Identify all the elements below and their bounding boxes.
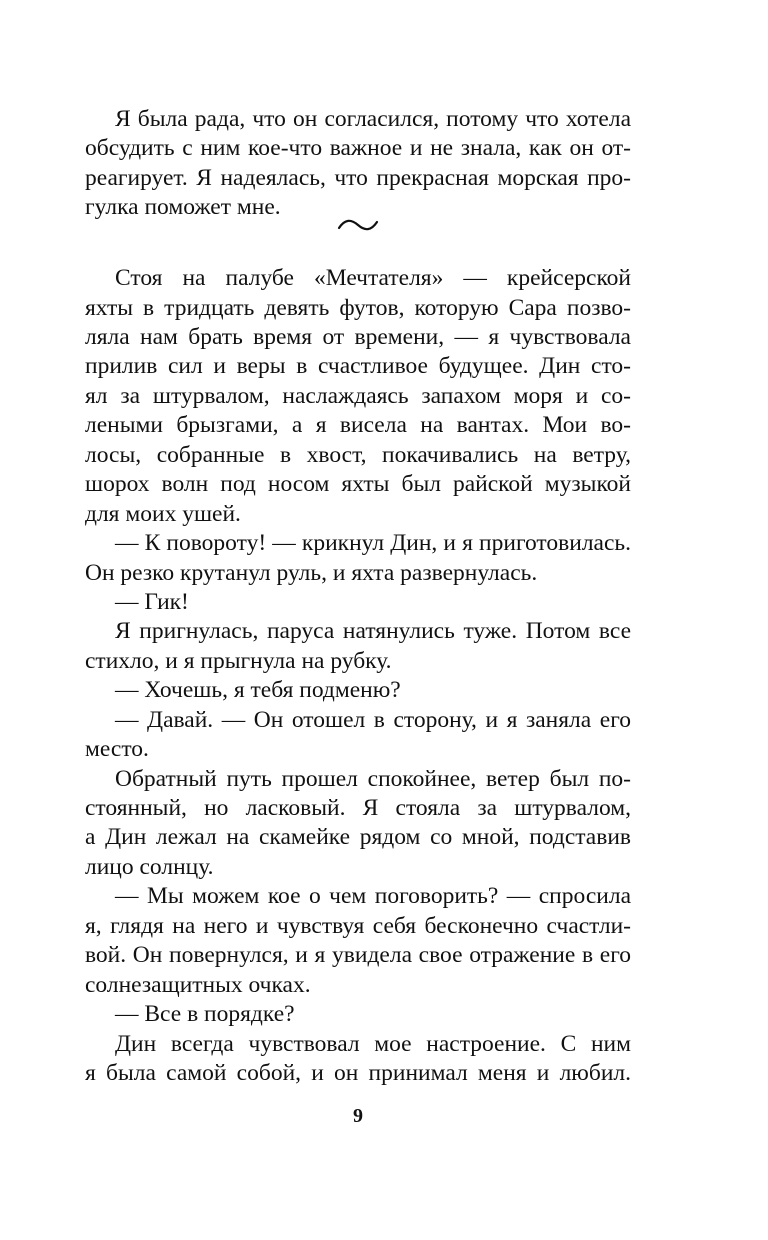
text-line: стихло, и я прыгнула на рубку. <box>85 648 392 674</box>
text-line: а Дин лежал на скамейке рядом со мной, подставив <box>85 824 631 850</box>
page-number: 9 <box>353 1105 363 1127</box>
text-line: лосы, собранные в хвост, покачивались на ветру, <box>85 442 631 468</box>
text-line: стоянный, но ласковый. Я стояла за штурвалом, <box>85 795 631 821</box>
text-line: Я была рада, что он согласился, потому что хотела <box>115 106 631 132</box>
text-line: Я пригнулась, паруса натянулись туже. Потом все <box>115 618 631 644</box>
text-line: — Хочешь, я тебя подменю? <box>115 677 401 703</box>
tilde-ornament-icon <box>336 216 380 234</box>
text-line: Стоя на палубе «Мечтателя» — крейсерской <box>115 265 631 291</box>
text-line: я, глядя на него и чувствуя себя бесконечно счастли- <box>85 913 631 939</box>
text-line: — Давай. — Он отошел в сторону, и я заняла его <box>115 707 631 733</box>
text-line: ляла нам брать время от времени, — я чувствовала <box>85 324 631 350</box>
text-line: прилив сил и веры в счастливое будущее. Дин сто- <box>85 353 631 379</box>
text-line: место. <box>85 736 149 762</box>
text-line: я была самой собой, и он принимал меня и любил. <box>85 1060 631 1086</box>
text-line: Обратный путь прошел спокойнее, ветер был по- <box>115 766 631 792</box>
text-line: солнезащитных очках. <box>85 972 311 998</box>
text-line: — Гик! <box>115 589 189 615</box>
text-line: для моих ушей. <box>85 501 241 527</box>
text-line: Он резко крутанул руль, и яхта развернулась. <box>85 560 538 586</box>
text-line: — К повороту! — крикнул Дин, и я приготовилась. <box>115 530 631 556</box>
text-line: шорох волн под носом яхты был райской музыкой <box>85 471 631 497</box>
text-line: реагирует. Я надеялась, что прекрасная морская про- <box>85 165 631 191</box>
text-line: гулка поможет мне. <box>85 194 281 220</box>
text-line: ял за штурвалом, наслаждаясь запахом моря и со- <box>85 383 631 409</box>
text-line: — Все в порядке? <box>115 1001 295 1027</box>
text-line: леными брызгами, а я висела на вантах. Мои во- <box>85 412 631 438</box>
text-line: вой. Он повернулся, и я увидела свое отражение в его <box>85 942 631 968</box>
text-line: — Мы можем кое о чем поговорить? — спросила <box>115 883 631 909</box>
text-line: Дин всегда чувствовал мое настроение. С ним <box>115 1031 631 1057</box>
text-line: лицо солнцу. <box>85 854 214 880</box>
text-line: яхты в тридцать девять футов, которую Сара позво- <box>85 295 631 321</box>
text-line: обсудить с ним кое-что важное и не знала, как он от- <box>85 135 631 161</box>
